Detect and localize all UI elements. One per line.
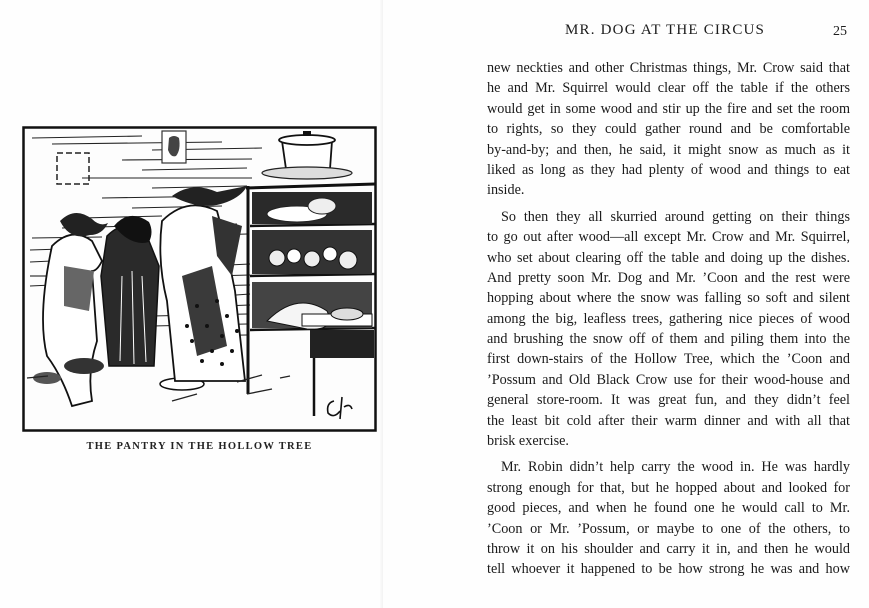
text-line: first down-stairs of the Hollow Tree, which the ’Coon and [487,351,850,368]
pantry-illustration [22,126,377,432]
paragraph [487,207,850,452]
text-line: inside. [487,182,525,199]
text-line: So then they all skurried around getting on their things [501,208,850,225]
text-line: strong enough for that, but he hopped about and looked for [487,479,850,496]
text-line: and brushing the snow off of them and piling them into the [487,331,850,348]
shelf-contents [252,192,372,329]
body-text [487,58,850,580]
text-line: new neckties and other Christmas things, Mr. Crow said that [487,60,850,76]
text-line: Mr. Robin didn’t help carry the wood in. He was hardly [501,459,850,476]
text-line: among the big, leafless trees, gathering nice pieces of wood [487,310,850,327]
text-line: hopping about where the snow was falling so soft and silent [487,290,850,307]
text-line: by-and-by; and then, he said, it might snow as much as it [487,141,850,158]
illustration-caption: THE PANTRY IN THE HOLLOW TREE [86,441,313,452]
text-line: good pieces, and when he found one he would call to Mr. [487,500,850,517]
text-line: who set about clearing off the table and doing up the dishes. [487,249,850,266]
illustration-drawing [22,126,377,432]
text-line: brisk exercise. [487,433,569,450]
text-line: to go out after wood—all except Mr. Crow and Mr. Squirrel, [487,229,850,246]
left-page [0,0,383,608]
text-line: would get in some wood and stir up the fire and set the room [487,100,850,117]
text-line: liked as long as they had plenty of wood and things to eat [487,161,850,178]
text-line: he and Mr. Squirrel would clear off the table if the others [487,80,850,97]
table-cloth [310,330,374,358]
text-line: throw it on his shoulder and carry it in, and then he would [487,540,850,557]
paragraph [487,457,850,579]
text-line: ’Coon or Mr. ’Possum, or maybe to one of the others, to [487,520,850,537]
page-number: 25 [833,24,847,39]
running-head: MR. DOG AT THE CIRCUS [565,22,766,38]
text-line: general store-room. It was great fun, and they didn’t feel [487,392,850,409]
text-line: And pretty soon Mr. Dog and Mr. ’Coon and the rest were [487,269,850,286]
text-line: the least bit cold after their warm dinner and with all that [487,412,850,429]
paragraph [487,58,850,201]
text-line: tell whoever it happened to be how strong he was and how [487,561,850,578]
text-line: ’Possum and Old Black Crow use for their wood-house and [487,371,850,388]
text-line: to rights, so they could gather round and be comfortable [487,121,850,138]
